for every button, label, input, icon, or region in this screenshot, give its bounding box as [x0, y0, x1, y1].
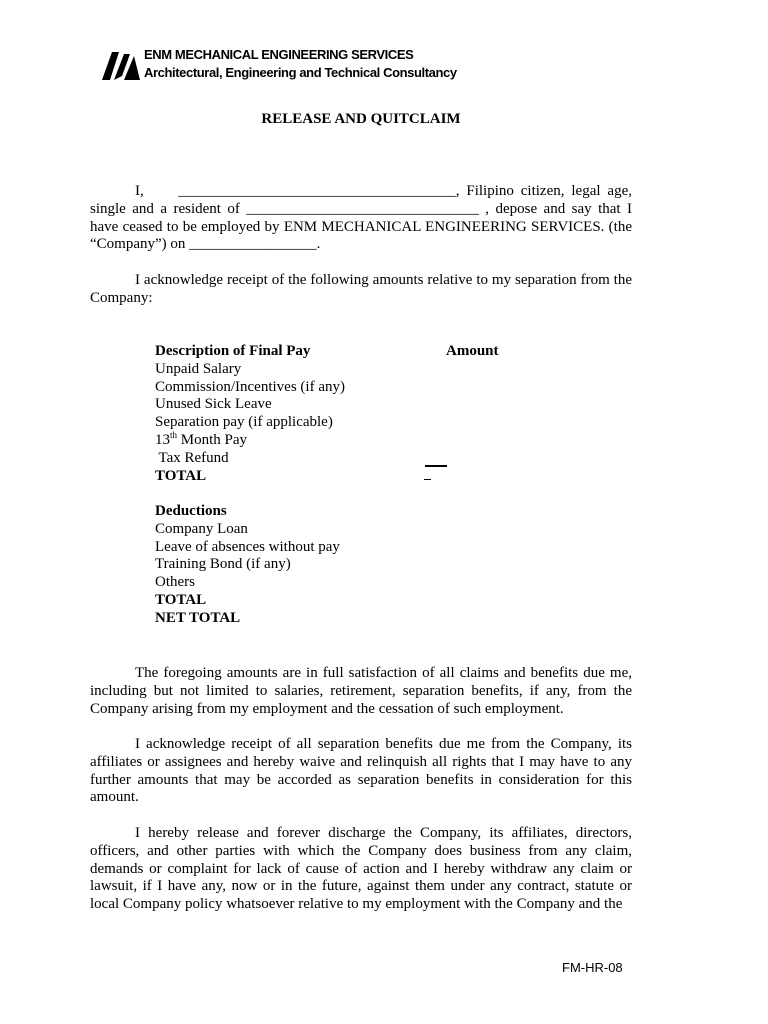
- deductions-table: [155, 503, 340, 628]
- intro-paragraph: [90, 183, 632, 254]
- final-pay-item: Unused Sick Leave: [155, 396, 272, 413]
- net-total: NET TOTAL: [155, 609, 241, 626]
- company-tagline: Architectural, Engineering and Technical Consultancy: [144, 65, 457, 80]
- final-pay-item: Unpaid Salary: [155, 360, 242, 377]
- form-code: FM-HR-08: [562, 960, 623, 975]
- release-paragraph: [90, 825, 632, 914]
- final-pay-item: Separation pay (if applicable): [155, 414, 333, 431]
- deductions-header: Deductions: [155, 503, 227, 519]
- acknowledge-text: I acknowledge receipt of the following amounts relative to my separation from the Company:: [90, 272, 632, 306]
- company-logo: [100, 40, 457, 88]
- final-pay-item-13th-month: 13th Month Pay: [155, 429, 248, 448]
- deduction-item: Leave of absences without pay: [155, 538, 340, 555]
- deductions-total: TOTAL: [155, 591, 207, 608]
- waiver-paragraph: [90, 736, 632, 807]
- deduction-item: Company Loan: [155, 520, 248, 537]
- satisfaction-paragraph: [90, 665, 632, 718]
- logo-text: [144, 46, 457, 82]
- waiver-text: I acknowledge receipt of all separation benefits due me from the Company, its affiliates or assignees and hereby waive and relinquish all rights that I may have to any further amounts that may be accorded as separation benefits in consideration for this amount.: [90, 736, 632, 806]
- company-logo-mark-icon: [100, 46, 142, 82]
- intro-body: _____________________________________, Filipino citizen, legal age, single and a resident of _______________________________ , depose and say that I have ceased to be employed by ENM MECHANICAL ENGINEERING SERVICES. (the “Company”) on _________________.: [90, 183, 632, 253]
- deduction-item: Others: [155, 574, 195, 591]
- amount-dash: [424, 479, 431, 480]
- satisfaction-text: The foregoing amounts are in full satisfaction of all claims and benefits due me, including but not limited to salaries, retirement, separation benefits, if any, from the Company arising from my employment and the cessation of such employment.: [90, 665, 632, 717]
- final-pay-total: TOTAL: [155, 467, 207, 484]
- amount-underline: [425, 465, 447, 467]
- company-name: ENM MECHANICAL ENGINEERING SERVICES: [144, 47, 414, 62]
- final-pay-table: [155, 343, 345, 485]
- final-pay-header: Description of Final Pay: [155, 343, 311, 359]
- acknowledge-paragraph: [90, 272, 632, 308]
- amount-header: Amount: [446, 343, 499, 359]
- deduction-item: Training Bond (if any): [155, 556, 291, 573]
- final-pay-item-tax-refund: Tax Refund: [155, 449, 229, 466]
- document-title: RELEASE AND QUITCLAIM: [261, 111, 461, 127]
- final-pay-item: Commission/Incentives (if any): [155, 378, 345, 395]
- intro-pronoun: I,: [135, 183, 144, 199]
- release-text: I hereby release and forever discharge the Company, its affiliates, directors, officers, and other parties with which the Company does business from any claim, demands or complaint for lack of cause of action and I hereby withdraw any claim or lawsuit, if I have any, now or in the future, against them under any contract, statute or local Company policy whatsoever relative to my employment with the Company and the: [90, 825, 632, 913]
